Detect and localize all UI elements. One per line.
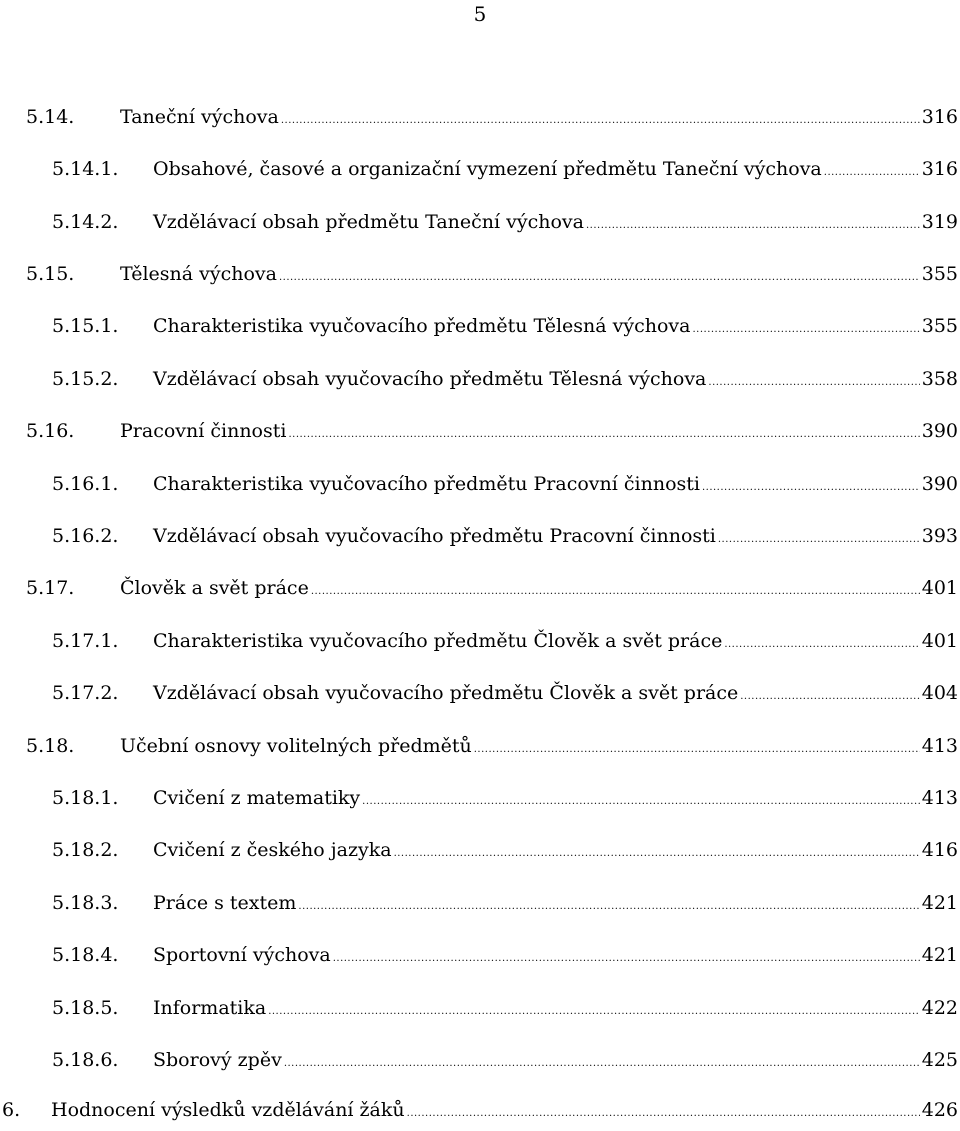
toc-entry-title: Informatika bbox=[153, 997, 267, 1019]
toc-dot-leader bbox=[394, 840, 920, 868]
toc-entry-page: 316 bbox=[921, 106, 958, 128]
toc-entry[interactable] bbox=[26, 103, 958, 131]
toc-entry[interactable] bbox=[52, 994, 958, 1022]
toc-entry-page: 416 bbox=[921, 839, 958, 861]
toc-entry-number: 5.18.3. bbox=[52, 892, 119, 914]
toc-entry-title: Hodnocení výsledků vzdělávání žáků bbox=[51, 1099, 405, 1121]
toc-entry[interactable] bbox=[52, 679, 958, 707]
toc-entry-title: Vzdělávací obsah předmětu Taneční výchova bbox=[153, 211, 584, 233]
toc-entry-number: 5.15.1. bbox=[52, 315, 119, 337]
toc-entry-page: 425 bbox=[921, 1049, 958, 1071]
toc-entry-page: 390 bbox=[921, 473, 958, 495]
toc-entry[interactable] bbox=[52, 889, 958, 917]
toc-entry-number: 5.18. bbox=[26, 735, 75, 757]
toc-entry-page: 413 bbox=[921, 735, 958, 757]
toc-dot-leader bbox=[740, 683, 920, 711]
toc-entry-title: Učební osnovy volitelných předmětů bbox=[120, 735, 472, 757]
toc-entry-title: Práce s textem bbox=[153, 892, 297, 914]
toc-entry[interactable] bbox=[52, 155, 958, 183]
toc-entry[interactable] bbox=[52, 1046, 958, 1074]
toc-entry-page: 393 bbox=[921, 525, 958, 547]
toc-entry-page: 319 bbox=[921, 211, 958, 233]
toc-entry-number: 5.14. bbox=[26, 106, 75, 128]
toc-dot-leader bbox=[586, 212, 920, 240]
toc-entry-number: 5.14.2. bbox=[52, 211, 119, 233]
toc-dot-leader bbox=[824, 159, 920, 187]
toc-entry-number: 5.17.2. bbox=[52, 682, 119, 704]
toc-entry-page: 401 bbox=[921, 630, 958, 652]
toc-entry-page: 401 bbox=[921, 577, 958, 599]
toc-entry-title: Charakteristika vyučovacího předmětu Pracovní činnosti bbox=[153, 473, 700, 495]
toc-entry[interactable] bbox=[52, 627, 958, 655]
toc-dot-leader bbox=[474, 736, 920, 764]
toc-dot-leader bbox=[692, 316, 919, 344]
toc-dot-leader bbox=[708, 369, 919, 397]
toc-entry[interactable] bbox=[26, 260, 958, 288]
toc-entry[interactable] bbox=[52, 470, 958, 498]
toc-entry-title: Sportovní výchova bbox=[153, 944, 331, 966]
toc-entry[interactable] bbox=[52, 836, 958, 864]
toc-entry-number: 5.16.2. bbox=[52, 525, 119, 547]
toc-entry[interactable] bbox=[26, 417, 958, 445]
toc-entry-title: Cvičení z českého jazyka bbox=[153, 839, 392, 861]
toc-entry-title: Tělesná výchova bbox=[120, 263, 277, 285]
toc-entry-title: Taneční výchova bbox=[120, 106, 279, 128]
toc-entry-number: 5.18.6. bbox=[52, 1049, 119, 1071]
toc-entry-number: 6. bbox=[2, 1099, 21, 1121]
toc-entry[interactable] bbox=[26, 732, 958, 760]
toc-entry-title: Obsahové, časové a organizační vymezení předmětu Taneční výchova bbox=[153, 158, 822, 180]
toc-entry-title: Pracovní činnosti bbox=[120, 420, 287, 442]
toc-entry-page: 358 bbox=[921, 368, 958, 390]
toc-entry-page: 413 bbox=[921, 787, 958, 809]
toc-entry-number: 5.18.5. bbox=[52, 997, 119, 1019]
toc-entry[interactable] bbox=[26, 574, 958, 602]
toc-entry[interactable] bbox=[52, 784, 958, 812]
toc-entry-title: Vzdělávací obsah vyučovacího předmětu Pracovní činnosti bbox=[153, 525, 716, 547]
toc-entry-page: 355 bbox=[921, 263, 958, 285]
toc-entry-page: 355 bbox=[921, 315, 958, 337]
toc-entry-title: Vzdělávací obsah vyučovacího předmětu Člověk a svět práce bbox=[153, 682, 739, 704]
toc-entry[interactable] bbox=[52, 365, 958, 393]
toc-entry-title: Charakteristika vyučovacího předmětu Člověk a svět práce bbox=[153, 630, 723, 652]
toc-entry-number: 5.17.1. bbox=[52, 630, 119, 652]
toc-entry[interactable] bbox=[2, 1096, 958, 1124]
toc-entry-title: Charakteristika vyučovacího předmětu Tělesná výchova bbox=[153, 315, 691, 337]
toc-entry[interactable] bbox=[52, 208, 958, 236]
toc-dot-leader bbox=[279, 264, 920, 292]
toc-entry-page: 390 bbox=[921, 420, 958, 442]
toc-dot-leader bbox=[724, 631, 919, 659]
toc-dot-leader bbox=[407, 1100, 920, 1128]
toc-entry[interactable] bbox=[52, 522, 958, 550]
toc-dot-leader bbox=[718, 526, 920, 554]
toc-dot-leader bbox=[311, 578, 920, 606]
page-number: 5 bbox=[473, 2, 487, 26]
toc-entry-title: Člověk a svět práce bbox=[120, 577, 309, 599]
toc-entry-number: 5.18.1. bbox=[52, 787, 119, 809]
toc-entry-number: 5.18.2. bbox=[52, 839, 119, 861]
toc-entry-number: 5.16.1. bbox=[52, 473, 119, 495]
toc-entry-number: 5.18.4. bbox=[52, 944, 119, 966]
toc-entry-page: 404 bbox=[921, 682, 958, 704]
toc-dot-leader bbox=[333, 945, 920, 973]
toc-entry-page: 421 bbox=[921, 892, 958, 914]
toc-entry-title: Cvičení z matematiky bbox=[153, 787, 361, 809]
toc-entry-number: 5.16. bbox=[26, 420, 75, 442]
toc-entry-number: 5.15.2. bbox=[52, 368, 119, 390]
toc-entry-number: 5.15. bbox=[26, 263, 75, 285]
toc-entry-page: 421 bbox=[921, 944, 958, 966]
toc-dot-leader bbox=[702, 474, 920, 502]
toc-dot-leader bbox=[362, 788, 920, 816]
toc-entry[interactable] bbox=[52, 941, 958, 969]
toc-entry-title: Vzdělávací obsah vyučovacího předmětu Tělesná výchova bbox=[153, 368, 707, 390]
toc-entry-page: 426 bbox=[921, 1099, 958, 1121]
toc-entry-title: Sborový zpěv bbox=[153, 1049, 282, 1071]
toc-entry-number: 5.17. bbox=[26, 577, 75, 599]
toc-dot-leader bbox=[268, 998, 920, 1026]
toc-entry[interactable] bbox=[52, 312, 958, 340]
toc-entry-page: 316 bbox=[921, 158, 958, 180]
toc-dot-leader bbox=[281, 107, 920, 135]
toc-entry-page: 422 bbox=[921, 997, 958, 1019]
toc-dot-leader bbox=[288, 421, 919, 449]
toc-dot-leader bbox=[298, 893, 919, 921]
toc-dot-leader bbox=[284, 1050, 920, 1078]
toc-entry-number: 5.14.1. bbox=[52, 158, 119, 180]
